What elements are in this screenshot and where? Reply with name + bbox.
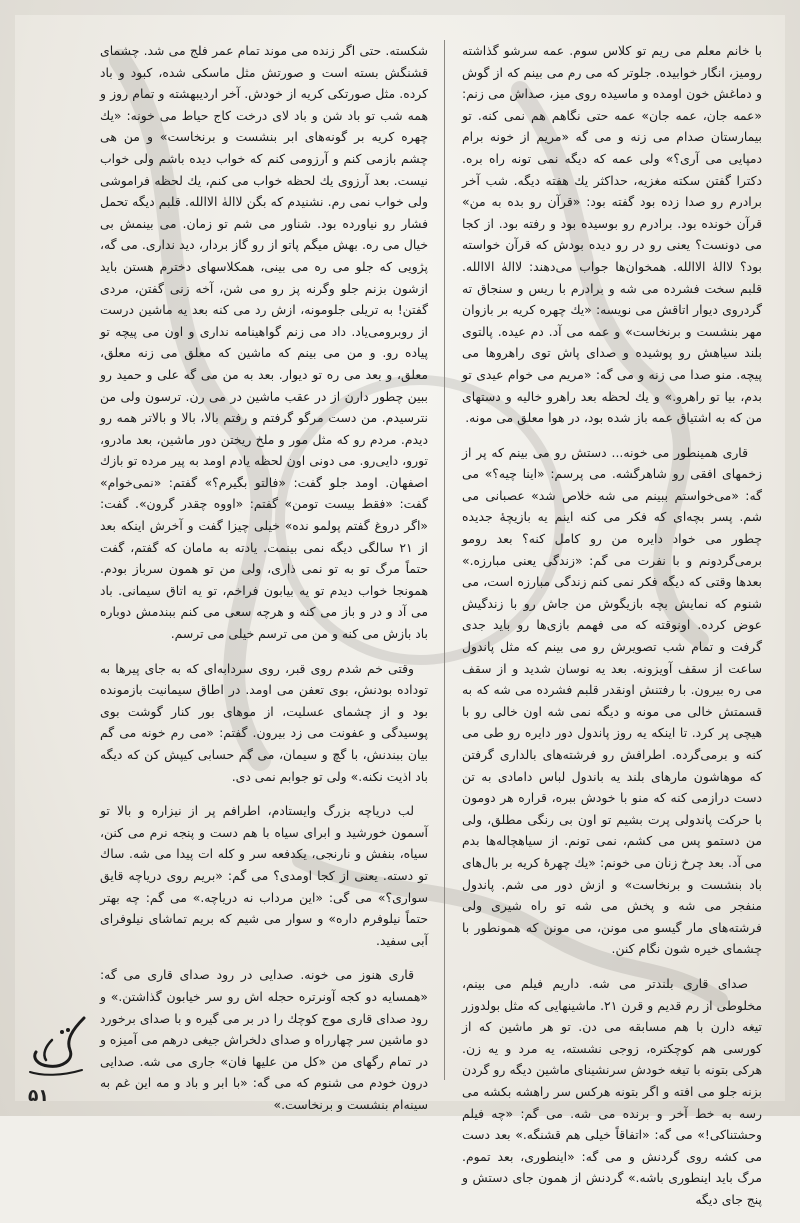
paragraph: با خانم معلم می ریم تو کلاس سوم. عمه سرشو گذاشته رومیز، انگار خوابیده. جلوتر که می رم می بینم که از گوش و دماغش خون اومده و ماسیده روی میز، صداش می زنم: «عمه جان، عمه جان» عمه حتی نگاهم هم نمی کنه. تو بیمارستان صدام می زنه و می گه «مریم از خونه برام دمپایی می آری؟» ولی عمه که دیگه نمی تونه راه بره. دکترا گفتن سکته مغزیه، حداکثر یك هفته دیگه. شب آخر برادرم رو صدا زده بود گفته بود: «قرآن رو بده به من» قرآن خونده بود. برادرم رو بوسیده بود و رفته بود. از کجا می دونست؟ یعنی رو در رو دیده بودش که قرآن خواسته بود؟ لاالهٰ الاالله. همخوان‌ها جواب می‌دهند: لاالهٰ الاالله. قلبم سخت فشرده می شه و برادرم با ریس و سنجاق ته گردروی دیوار اتاقش می نویسه: «یك چهره کریه بر بازوان مهر بنشست و برنخاست» و عمه می آد. دم عیده. پالتوی بلند سیاهش رو پوشیده و صدای پاش توی راهروها می پیچه. منو صدا می زنه و می گه: «مریم می خوام عیدی تو بدم، بیا تو راهرو.» و یك لحظه بعد راهرو خالیه و دستهای من که به اشتیاق عمه باز شده بود، در هوا معلق می مونه. xyxy=(462,43,762,426)
paragraph: لب دریاچه بزرگ وایستادم، اطرافم پر از نیزاره و بالا تو آسمون خورشید و ابرای سیاه با هم دست و پنجه نرم می کنن، سیاه، بنفش و نارنجی، یکدفعه سر و کله ات پیدا می شه. ساك تو دسته. یعنی از کجا اومدی؟ می گم: «بریم روی دریاچه قایق سواری؟» می گی: «این مرداب نه دریاچه.» می گم: چه بهتر حتماً نیلوفرم داره» و سوار می شیم که بریم تماشای نیلوفرای آبی سفید. xyxy=(100,803,428,948)
paragraph: صدای قاری بلندتر می شه. داریم فیلم می بینم، مخلوطی از رم قدیم و قرن ۲۱. ماشینهایی که مثل بولدوزر تیغه دارن با هم مسابقه می دن. تو هر ماشین که از کورسی هم کوچکتره، زوجی نشسته، یه مرد و یه زن. هرکی بتونه با تیغه خودش سرنشینای ماشین دیگه رو گردن بزنه جلو می افته و اگر بتونه هرکس سر راهشه بکشه می رسه به خط آخر و برنده می شه. می گم: «چه فیلم وحشتناکی!» می گه: «اتفاقاً خیلی هم قشنگه.» بعد دست می کشه روی گردنش و می گه: «اینطوری، بعد تموم. مرگ باید اینطوری باشه.» گردنش از همون جای دستش و پنج جای دیگه xyxy=(462,975,763,1207)
text-column-right xyxy=(462,40,762,1223)
page-number: ۵۱ xyxy=(28,1086,49,1106)
paragraph: قاری همینطور می خونه... دستش رو می بینم که پر از زخمهای افقی رو شاهرگشه. می پرسم: «اینا چیه؟» می گه: «می‌خواستم ببینم می شه خلاص شد» عصبانی می شم. پسر بچه‌ای که فکر می کنه اینم یه بازیچهٔ جدیده چطور می خواد دایره من رو کامل کنه؟ بعد رومو برمی‌گردونم و با نفرت می گم: «زندگی یعنی مبارزه.» بعدها وقتی که دیگه فکر نمی کنم زندگی مبارزه است، می شنوم که نمایش بچه بازیگوش من جاش رو با زندگیش عوض کرده. اونوقته که می فهمم بازی‌ها رو باید جدی گرفت و تمام شب تصویرش رو می بینم که مثل پاندول ساعت از سقف آویزونه. بعد یه نوسان شدید و از سقف می ره بیرون. با رفتنش اونقدر قلبم فشرده می شه که به قسمتش خالی می مونه و دیگه نمی شه اون خالی رو با هیچی پر کرد. تا اینکه یه روز پاندول دور دایره رو طی می کنه و برمی‌گرده. اطرافش رو فرشته‌های بالداری گرفتن که موهاشون مارهای بلند یه باندول لباس دامادی به تن دست درازمی کنه که منو با خودش ببره، قراره هر دومون با حرکت پاندولی پرت بشیم تو اون بی رنگی مطلق، ولی من دستمو پس می کشم، نمی تونم. از سیاهچاله‌ها بدم می آد. بعد چرخ زنان می خونم: «یك چهرهٔ کریه بر بال‌های باد بنشست و برنخاست» و ازش دور می شم. پاندول منفجر می شه و پخش می شه تو راه شیری ولی فرشته‌های مار گیسو می مونن، می مونن که همونطور با چشمای خیره شون نگام کنن. xyxy=(462,444,762,957)
paragraph: قاری هنوز می خونه. صدایی در رود صدای قاری می گه: «همسایه دو کجه آونرتره حجله اش رو سر خیابون گذاشتن.» و رود صدای قاری موج کوچك را در بر می گیره و با صدای برخورد دو ماشین سر چهارراه و صدای دلخراش جیغی درهم می آمیزه و در تمام رگهای من «کل من علیها فان» جاری می شه. صدایی درون خودم می شنوم که می گه: «با ابر و باد و مه این غم به سینه‌ام بنشست و برنخاست.» xyxy=(100,967,428,1112)
text-column-left xyxy=(100,40,428,1129)
magazine-signature-logo xyxy=(22,1010,94,1080)
column-divider xyxy=(444,40,445,1080)
paragraph: شکسته. حتی اگر زنده می موند تمام عمر فلج می شد. چشمای قشنگش بسته است و صورتش مثل ماسکی شده، کبود و باد کرده. مثل صورتکی کریه از خودش. آخر اردیبهشته و تمام روز و همه شب تو باد شن و باد لای درخت کاج حیاط می خونه: «یك چهره کریه بر گونه‌های ابر بنشست و برنخاست» و من هی چشم بازمی کنم و آرزومی کنم که خواب دیده باشم ولی خواب نیست. بعد آرزوی یك لحظه خواب می کنم، یك لحظه فراموشی ولی خواب نمی رم. نشنیدم که بگن لاالهٰ الاالله. قلبم دیگه تحمل فشار رو نیاورده بود. شناور می شم تو زمان. می بینمش بی خیال می ره. بهش میگم پاتو از رو گاز بردار، دید نداری. می گه، پژویی که جلو می ره می بینی، همکلاسهای دخترم هستن باید ازشون بزنم جلو وگرنه پز رو می شن، آخه زنی گفتن، مردی گفتن! به تریلی جلومونه، ازش رد می کنه بعد یه ماشین درست از روبرومی‌یاد. داد می زنم گواهینامه نداری و اون می پیچه تو پیاده رو. و من می بینم که ماشین که معلق می زنه معلق، معلق، و بعد می ره تو دیوار. بعد به من می گه علی و حمید رو ببین چطور دارن از در عقب ماشین در می رن. ترسون ولی من نترسیدم. من دست مرگو گرفتم و رفتم بالا، بالا و بالاتر همه رو دیدم. مردم رو که مثل مور و ملخ ریختن دور ماشین، بعد مادرو، تورو، دایی‌رو. می دونی اون لحظه یادم اومد به پیر مرده تو بازك اصفهان. اومد جلو گفت: «فالتو بگیرم؟» گفتم: «نمی‌خوام» گفت: «فقط بیست تومن» گفتم: «اووه چقدر گرون». گفت: «اگر دروغ گفتم پولمو نده» خیلی چیزا گفت و آخرش اینکه بعد از ۲۱ سالگی دیگه نمی بینمت. یادته به مامان که گفتم، گفت حتماً مرگ تو به تو نمی ذاری، ولی من تو همون سرباز بودم. همونجا خواب دیدم تو یه بیابون فراخم، تو یه اتاق سیمانی. باد می آد و در و باز می کنه و هرچه سعی می کنم ببندمش دوباره باد بازش می کنه و من می ترسم خیلی می ترسم. xyxy=(100,43,428,642)
paragraph: وقتی خم شدم روی قبر، روی سردابه‌ای که به جای پیرها به توداده بودنش، بوی تعفن می اومد. در اطاق سیمانیت بازمونده بود و از چشمای عسلیت، از موهای بور کنار گوشت بوی پوسیدگی و عفونت می زد بیرون. گفتم: «می رم خونه می گم بیان ببندنش، با گچ و سیمان، می گم حسابی کیپش کن که دیگه باد اذیت نکنه.» ولی تو جوابم نمی دی. xyxy=(100,660,428,784)
